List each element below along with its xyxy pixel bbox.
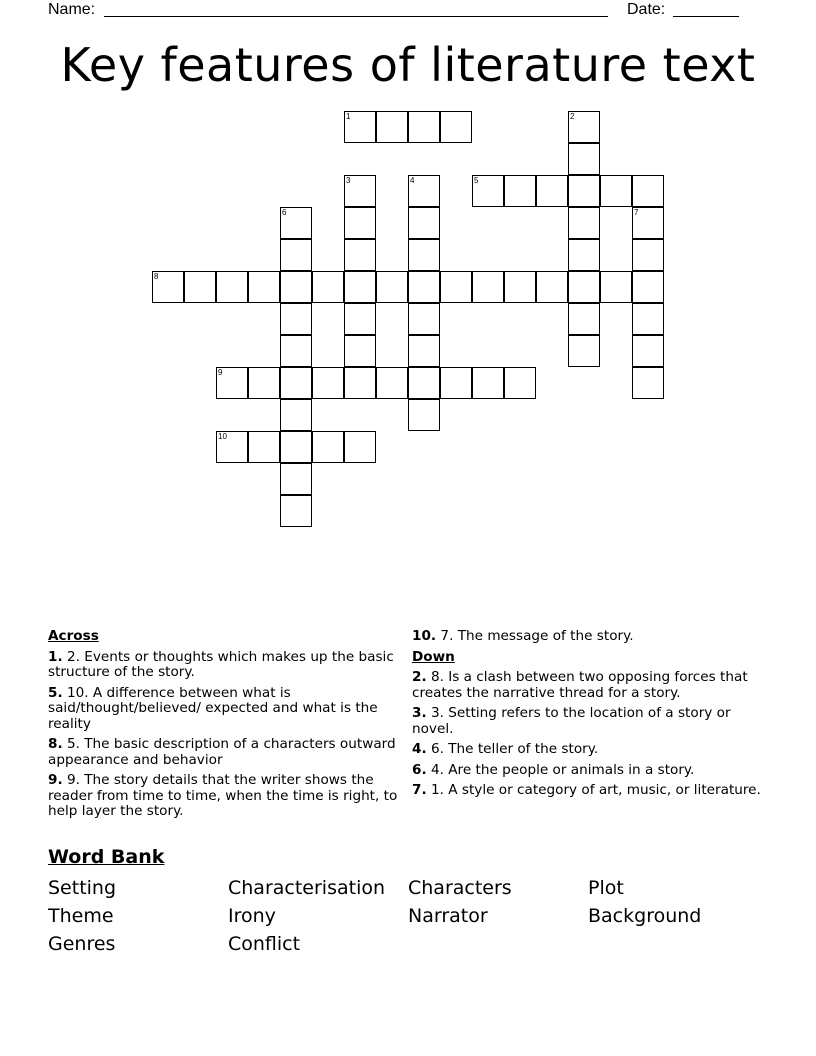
crossword-cell[interactable] <box>472 175 504 207</box>
crossword-cell[interactable] <box>216 431 248 463</box>
clue-down-4 <box>412 742 762 758</box>
clues-column-right <box>412 629 762 804</box>
clue-text: 7. The message of the story. <box>440 628 634 644</box>
cell-number: 7 <box>634 208 639 217</box>
clue-down-6 <box>412 763 762 779</box>
crossword-cell[interactable] <box>280 495 312 527</box>
cell-number: 1 <box>346 112 351 121</box>
cell-number: 9 <box>218 368 223 377</box>
crossword-cell[interactable] <box>344 431 376 463</box>
clue-number: 8. <box>48 736 63 752</box>
cell-number: 3 <box>346 176 351 185</box>
cell-number: 4 <box>410 176 415 185</box>
word-bank-item: Setting <box>48 877 117 899</box>
clue-across-1 <box>48 650 406 681</box>
clue-text: 5. The basic description of a characters outward appearance and behavior <box>48 736 396 768</box>
crossword-cell[interactable] <box>408 239 440 271</box>
crossword-cell[interactable] <box>440 271 472 303</box>
clue-text: 10. A difference between what is said/thought/believed/ expected and what is the reality <box>48 684 378 732</box>
crossword-cell[interactable] <box>408 367 440 399</box>
page-title: Key features of literature text <box>60 38 756 92</box>
cell-number: 2 <box>570 112 575 121</box>
crossword-cell[interactable] <box>504 175 536 207</box>
clue-number: 10. <box>412 628 437 644</box>
crossword-cell[interactable] <box>408 303 440 335</box>
clue-across-5 <box>48 686 406 733</box>
crossword-cell[interactable] <box>312 431 344 463</box>
word-bank-item: Theme <box>48 905 114 927</box>
crossword-cell[interactable] <box>600 175 632 207</box>
crossword-cell[interactable] <box>568 335 600 367</box>
crossword-cell[interactable] <box>600 271 632 303</box>
clues-column-left <box>48 629 406 825</box>
crossword-cell[interactable] <box>536 271 568 303</box>
clue-number: 4. <box>412 741 427 757</box>
clue-across-10 <box>412 629 762 645</box>
clue-number: 1. <box>48 648 63 665</box>
crossword-cell[interactable] <box>280 463 312 495</box>
clue-text: 2. Events or thoughts which makes up the basic structure of the story. <box>48 648 394 680</box>
crossword-cell[interactable] <box>280 207 312 239</box>
crossword-cell[interactable] <box>408 175 440 207</box>
crossword-cell[interactable] <box>344 239 376 271</box>
clue-text: 4. Are the people or animals in a story. <box>430 761 695 778</box>
crossword-cell[interactable] <box>536 175 568 207</box>
crossword-cell[interactable] <box>248 367 280 399</box>
crossword-cell[interactable] <box>632 239 664 271</box>
cell-number: 8 <box>154 272 159 281</box>
crossword-cell[interactable] <box>472 271 504 303</box>
clue-number: 5. <box>48 684 63 701</box>
crossword-cell[interactable] <box>344 207 376 239</box>
crossword-cell[interactable] <box>408 111 440 143</box>
clue-across-8 <box>48 737 406 768</box>
clue-number: 2. <box>412 669 427 685</box>
crossword-cell[interactable] <box>472 367 504 399</box>
crossword-cell[interactable] <box>344 271 376 303</box>
crossword-cell[interactable] <box>280 303 312 335</box>
crossword-cell[interactable] <box>504 367 536 399</box>
down-heading: Down <box>412 648 455 665</box>
clue-down-3 <box>412 706 762 737</box>
word-bank-item: Characters <box>408 877 512 899</box>
crossword-cell[interactable] <box>280 431 312 463</box>
crossword-cell[interactable] <box>280 271 312 303</box>
word-bank-item: Background <box>588 905 702 927</box>
crossword-cell[interactable] <box>216 367 248 399</box>
crossword-cell[interactable] <box>632 335 664 367</box>
crossword-cell[interactable] <box>344 175 376 207</box>
clue-down-7 <box>412 783 762 799</box>
crossword-cell[interactable] <box>568 111 600 143</box>
clue-across-9 <box>48 773 406 820</box>
crossword-cell[interactable] <box>312 367 344 399</box>
crossword-cell[interactable] <box>568 239 600 271</box>
crossword-cell[interactable] <box>568 175 600 207</box>
crossword-cell[interactable] <box>216 271 248 303</box>
crossword-cell[interactable] <box>568 207 600 239</box>
crossword-cell[interactable] <box>440 111 472 143</box>
crossword-cell[interactable] <box>152 271 184 303</box>
clue-number: 6. <box>412 761 427 778</box>
crossword-cell[interactable] <box>280 335 312 367</box>
crossword-cell[interactable] <box>344 367 376 399</box>
word-bank-item: Plot <box>588 877 624 899</box>
clue-text: 9. The story details that the writer shows the reader from time to time, when the time is right, to help layer the story. <box>48 772 398 819</box>
crossword-cell[interactable] <box>568 143 600 175</box>
crossword-cell[interactable] <box>408 399 440 431</box>
cell-number: 6 <box>282 208 287 217</box>
crossword-cell[interactable] <box>376 111 408 143</box>
clue-text: 3. Setting refers to the location of a story or novel. <box>412 705 731 737</box>
crossword-cell[interactable] <box>632 175 664 207</box>
across-heading: Across <box>48 628 99 644</box>
crossword-cell[interactable] <box>344 335 376 367</box>
crossword-cell[interactable] <box>376 271 408 303</box>
crossword-cell[interactable] <box>568 303 600 335</box>
name-label: Name: <box>48 1 96 18</box>
crossword-cell[interactable] <box>632 271 664 303</box>
word-bank-item: Narrator <box>408 905 488 927</box>
clue-down-2 <box>412 670 762 701</box>
clue-number: 7. <box>412 782 427 798</box>
crossword-cell[interactable] <box>280 239 312 271</box>
crossword-cell[interactable] <box>248 431 280 463</box>
crossword-cell[interactable] <box>344 111 376 143</box>
word-bank-item: Conflict <box>228 933 301 955</box>
cell-number: 5 <box>474 176 479 185</box>
clue-number: 3. <box>412 705 427 721</box>
crossword-cell[interactable] <box>632 207 664 239</box>
crossword-cell[interactable] <box>248 271 280 303</box>
date-label: Date: <box>627 1 666 18</box>
crossword-cell[interactable] <box>376 367 408 399</box>
crossword-cell[interactable] <box>280 367 312 399</box>
clue-number: 9. <box>48 772 63 788</box>
crossword-cell[interactable] <box>408 335 440 367</box>
word-bank-title: Word Bank <box>48 846 165 868</box>
crossword-cell[interactable] <box>184 271 216 303</box>
clue-text: 1. A style or category of art, music, or literature. <box>430 782 761 798</box>
crossword-cell[interactable] <box>568 271 600 303</box>
crossword-cell[interactable] <box>408 207 440 239</box>
crossword-cell[interactable] <box>632 303 664 335</box>
word-bank-item: Characterisation <box>228 877 386 899</box>
crossword-cell[interactable] <box>312 271 344 303</box>
clue-text: 8. Is a clash between two opposing forces that creates the narrative thread for a story. <box>412 669 748 701</box>
crossword-cell[interactable] <box>632 367 664 399</box>
crossword-cell[interactable] <box>440 367 472 399</box>
crossword-cell[interactable] <box>408 271 440 303</box>
crossword-cell[interactable] <box>280 399 312 431</box>
word-bank-item: Irony <box>228 905 276 927</box>
cell-number: 10 <box>218 432 227 441</box>
crossword-cell[interactable] <box>504 271 536 303</box>
word-bank-item: Genres <box>48 933 116 955</box>
crossword-cell[interactable] <box>344 303 376 335</box>
clue-text: 6. The teller of the story. <box>430 741 599 757</box>
